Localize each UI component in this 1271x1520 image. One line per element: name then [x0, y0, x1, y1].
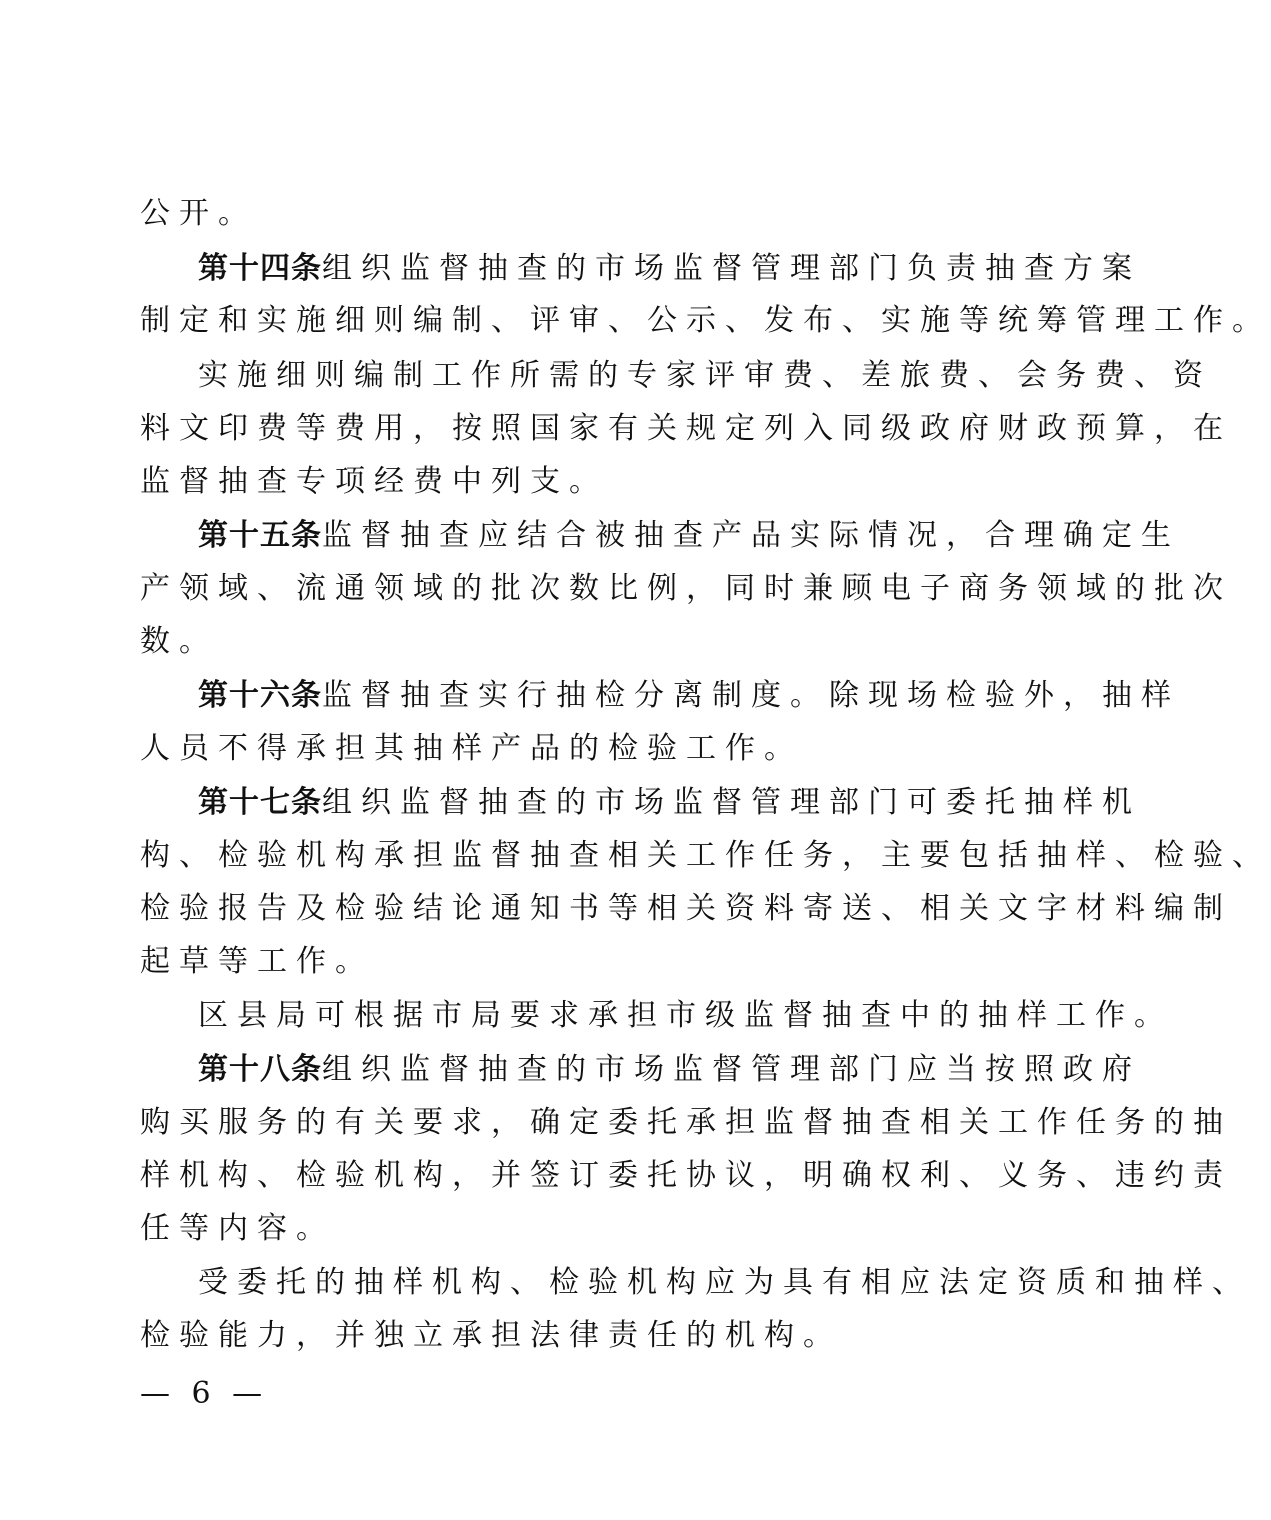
article-label: 第十六条: [198, 678, 322, 713]
article-15-heading-line: [198, 508, 1180, 564]
text-line: [140, 881, 1232, 937]
line-text: 料文印费等费用，按照国家有关规定列入同级政府财政预算，在: [140, 411, 1232, 446]
line-text: 监督抽查实行抽检分离制度。除现场检验外，抽样: [322, 678, 1180, 713]
article-label: 第十七条: [198, 785, 322, 820]
line-text: 人员不得承担其抽样产品的检验工作。: [140, 731, 803, 766]
text-line: [140, 1095, 1232, 1151]
line-text: 任等内容。: [140, 1211, 335, 1246]
paragraph-start-line: [198, 988, 1173, 1044]
line-text: 构、检验机构承担监督抽查相关工作任务，主要包括抽样、检验、: [140, 838, 1271, 873]
line-text: 组织监督抽查的市场监督管理部门负责抽查方案: [322, 251, 1141, 286]
line-text: 实施细则编制工作所需的专家评审费、差旅费、会务费、资: [198, 358, 1212, 393]
line-text: 公开。: [140, 196, 257, 231]
article-label: 第十五条: [198, 518, 322, 553]
text-line: [140, 561, 1232, 617]
article-17-heading-line: [198, 775, 1141, 831]
line-text: 组织监督抽查的市场监督管理部门可委托抽样机: [322, 785, 1141, 820]
text-line: [140, 1148, 1232, 1204]
text-line: [140, 614, 960, 670]
line-text: 监督抽查专项经费中列支。: [140, 464, 608, 499]
paragraph-start-line: [198, 1255, 1251, 1311]
text-line: [140, 1308, 960, 1364]
line-text: 组织监督抽查的市场监督管理部门应当按照政府: [322, 1052, 1141, 1087]
line-text: 起草等工作。: [140, 944, 374, 979]
line-text: 购买服务的有关要求，确定委托承担监督抽查相关工作任务的抽: [140, 1105, 1232, 1140]
text-line: [140, 934, 960, 990]
line-text: 数。: [140, 624, 218, 659]
article-label: 第十八条: [198, 1052, 322, 1087]
text-line: [140, 454, 960, 510]
text-line: [140, 401, 1232, 457]
text-line: [140, 828, 1271, 884]
article-16-heading-line: [198, 668, 1180, 724]
line-text: 产领域、流通领域的批次数比例，同时兼顾电子商务领域的批次: [140, 571, 1232, 606]
paragraph-start-line: [198, 348, 1212, 404]
line-text: 受委托的抽样机构、检验机构应为具有相应法定资质和抽样、: [198, 1265, 1251, 1300]
article-label: 第十四条: [198, 251, 322, 286]
text-line: [140, 721, 960, 777]
line-text: 检验能力，并独立承担法律责任的机构。: [140, 1318, 842, 1353]
text-line: [140, 1201, 960, 1257]
line-text: 样机构、检验机构，并签订委托协议，明确权利、义务、违约责: [140, 1158, 1232, 1193]
line-text: 监督抽查应结合被抽查产品实际情况，合理确定生: [322, 518, 1180, 553]
line-text: 检验报告及检验结论通知书等相关资料寄送、相关文字材料编制: [140, 891, 1232, 926]
line-text: 区县局可根据市局要求承担市级监督抽查中的抽样工作。: [198, 998, 1173, 1033]
article-18-heading-line: [198, 1042, 1141, 1098]
text-line: [140, 293, 1271, 349]
line-text: 制定和实施细则编制、评审、公示、发布、实施等统筹管理工作。: [140, 303, 1271, 338]
article-14-heading-line: [198, 241, 1141, 297]
page-number: — 6 —: [140, 1376, 269, 1411]
text-line: [140, 186, 960, 242]
